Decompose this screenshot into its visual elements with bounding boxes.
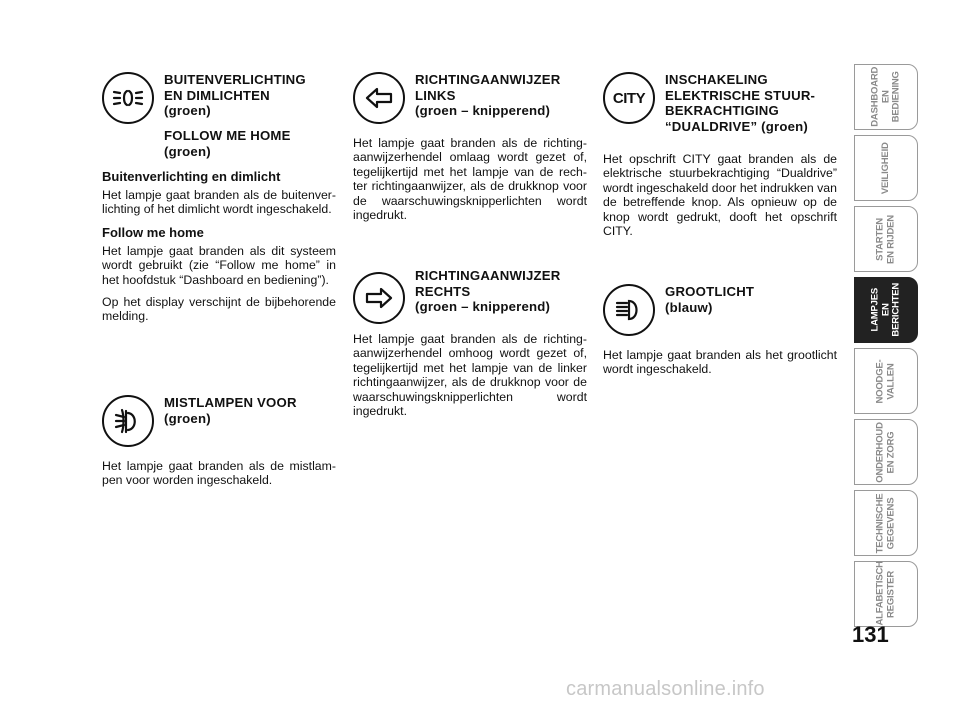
tab-onderhoud[interactable] <box>854 419 918 485</box>
paragraph: Het lampje gaat branden als de mistlam-pen voor worden ingeschakeld. <box>102 459 336 488</box>
city-icon-text: CITY <box>612 89 646 107</box>
heading-line: (groen) <box>164 410 211 426</box>
right-indicator-heading <box>415 268 587 315</box>
heading-line: (groen – knipperend) <box>415 299 551 315</box>
heading-line: RICHTINGAANWIJZER <box>415 268 561 283</box>
tab-dashboard[interactable] <box>854 64 918 130</box>
high-beam-heading <box>665 284 837 315</box>
heading-line: RECHTS <box>415 283 471 299</box>
heading-line: RICHTINGAANWIJZER <box>415 72 561 87</box>
tab-label: LAMPJES EN BERICHTEN <box>869 283 902 337</box>
left-indicator-body <box>353 136 587 230</box>
heading-line: GROOTLICHT <box>665 284 755 299</box>
front-fog-lamp-icon <box>102 395 154 447</box>
watermark: carmanualsonline.info <box>566 678 765 700</box>
left-indicator-heading <box>415 72 587 119</box>
tab-label: VEILIGHEID <box>879 142 891 194</box>
exterior-lights-heading <box>164 72 336 119</box>
heading-line: (groen) <box>164 103 211 119</box>
subheading: Buitenverlichting en dimlicht <box>102 169 281 184</box>
high-beam-body <box>603 348 837 385</box>
heading-line: FOLLOW ME HOME <box>164 128 291 143</box>
tab-veiligheid[interactable] <box>854 135 918 201</box>
tab-label: STARTEN EN RIJDEN <box>874 214 896 264</box>
tab-noodgevallen[interactable] <box>854 348 918 414</box>
tab-label: NOODGE- VALLEN <box>874 359 896 403</box>
exterior-lights-body <box>102 169 336 332</box>
tab-label: ONDERHOUD EN ZORG <box>874 421 896 483</box>
paragraph: Het lampje gaat branden als de buitenver-lichting of het dimlicht wordt ingeschakeld. <box>102 188 336 217</box>
tab-register[interactable] <box>854 561 918 627</box>
tab-label: DASHBOARD EN BEDIENING <box>869 67 902 127</box>
heading-line: INSCHAKELING <box>665 72 768 87</box>
follow-me-home-heading <box>164 128 336 159</box>
left-arrow-icon <box>353 72 405 124</box>
front-fog-body <box>102 459 336 496</box>
exterior-lights-icon <box>102 72 154 124</box>
heading-line: “DUALDRIVE” (groen) <box>665 118 808 134</box>
paragraph: Het lampje gaat branden als het grootlicht wordt ingeschakeld. <box>603 348 837 377</box>
paragraph: Het opschrift CITY gaat branden als de elektrische stuurbekrachtiging “Dualdrive” wordt ingeschakeld door het indrukken van de betreffende knop. Als opnieuw op de knop wordt gedrukt, dooft het opschrift CITY. <box>603 152 837 239</box>
heading-line: ELEKTRISCHE STUUR- <box>665 87 816 103</box>
paragraph: Het lampje gaat branden als de richting-aanwijzerhendel omlaag wordt gezet of, tegelijkertijd met het lampje van de rech-ter richtingaanwijzer, als de drukknop voor de waarschuwingsknipperlichten wordt ingedrukt. <box>353 136 587 223</box>
right-arrow-icon <box>353 272 405 324</box>
heading-line: (groen – knipperend) <box>415 103 551 119</box>
page-number: 131 <box>852 622 889 647</box>
heading-line: EN DIMLICHTEN <box>164 87 270 103</box>
tab-technische[interactable] <box>854 490 918 556</box>
paragraph: Op het display verschijnt de bijbehorende melding. <box>102 295 336 324</box>
heading-line: (blauw) <box>665 299 713 315</box>
heading-line: BEKRACHTIGING <box>665 103 779 119</box>
high-beam-icon <box>603 284 655 336</box>
front-fog-heading <box>164 395 336 426</box>
tab-lampjes[interactable] <box>854 277 918 343</box>
tab-label: TECHNISCHE GEGEVENS <box>874 493 896 553</box>
heading-line: (groen) <box>164 143 211 159</box>
paragraph: Het lampje gaat branden als dit systeem wordt gebruikt (zie “Follow me home” in het hoofdstuk “Dashboard en bediening”). <box>102 243 336 287</box>
city-mode-icon <box>603 72 655 124</box>
heading-line: LINKS <box>415 87 456 103</box>
heading-line: MISTLAMPEN VOOR <box>164 395 297 410</box>
paragraph: Het lampje gaat branden als de richting-aanwijzerhendel omhoog wordt gezet of, tegelijkertijd met het lampje van de linker richtingaanwijzer, als de drukknop voor de waarschuwingsknipperlichten wordt ingedrukt. <box>353 332 587 419</box>
dualdrive-body <box>603 152 837 246</box>
dualdrive-heading <box>665 72 837 134</box>
right-indicator-body <box>353 332 587 426</box>
subheading: Follow me home <box>102 224 204 240</box>
tab-label: ALFABETISCH REGISTER <box>874 560 896 625</box>
tab-starten[interactable] <box>854 206 918 272</box>
heading-line: BUITENVERLICHTING <box>164 72 306 87</box>
